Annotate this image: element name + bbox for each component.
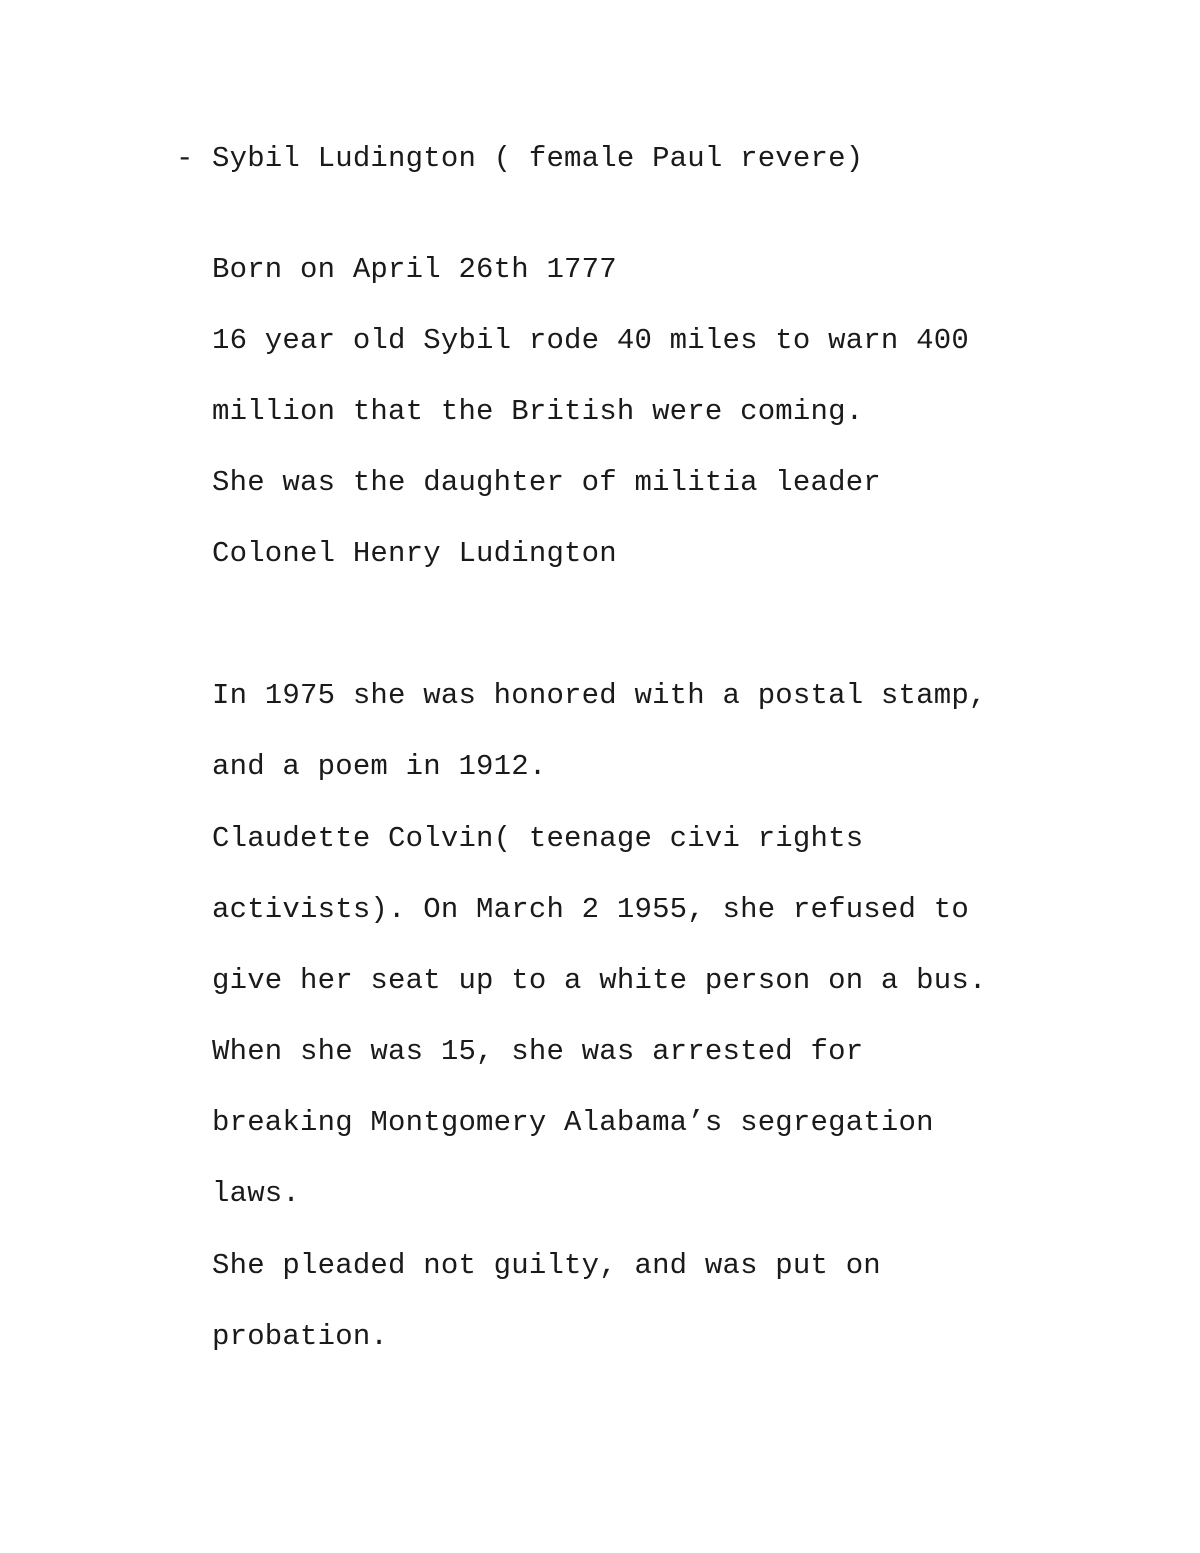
text-line-bus: give her seat up to a white person on a bus. (212, 964, 987, 997)
text-line-colonel: Colonel Henry Ludington (212, 537, 617, 570)
heading-text: Sybil Ludington ( female Paul revere) (212, 142, 864, 175)
text-line-daughter: She was the daughter of militia leader (212, 466, 881, 499)
text-line-probation: probation. (212, 1320, 389, 1353)
text-line-activists: activists). On March 2 1955, she refused to (212, 893, 969, 926)
bullet-dash: - (176, 142, 194, 175)
text-line-ride: 16 year old Sybil rode 40 miles to warn 400 (212, 324, 969, 357)
text-line-arrested: When she was 15, she was arrested for (212, 1035, 864, 1068)
text-line-british: million that the British were coming. (212, 395, 864, 428)
text-line-poem: and a poem in 1912. (212, 750, 547, 783)
text-line-born: Born on April 26th 1777 (212, 253, 617, 286)
text-line-stamp: In 1975 she was honored with a postal stamp, (212, 679, 987, 712)
text-line-claudette: Claudette Colvin( teenage civi rights (212, 822, 864, 855)
heading-line (176, 142, 863, 176)
text-line-laws: laws. (212, 1177, 301, 1210)
text-line-segregation: breaking Montgomery Alabama’s segregation (212, 1106, 934, 1139)
text-line-pleaded: She pleaded not guilty, and was put on (212, 1249, 881, 1282)
